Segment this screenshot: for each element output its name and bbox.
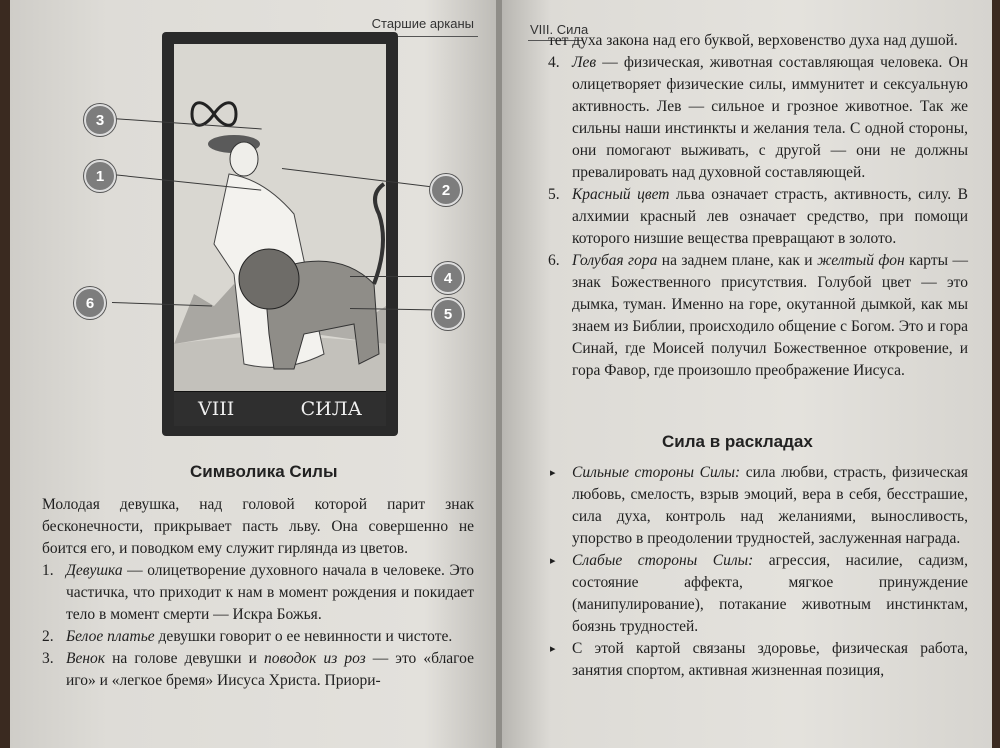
callout-1: 1 xyxy=(84,160,116,192)
list-item: ▸ Сильные стороны Силы: сила любви, страсть, физическая любовь, смелость, взрыв эмоций, вера в себя, бесстрашие, сила духа, контроль над желаниями, выносливость, упорство в преодолении трудностей, заслуженная награда. xyxy=(550,464,968,547)
callout-4-leader xyxy=(350,276,432,277)
left-page xyxy=(10,0,498,748)
bullet-icon: ▸ xyxy=(550,555,556,567)
symbol-list-left xyxy=(42,560,474,692)
list-item: 6. Голубая гора на заднем плане, как и желтый фон карты — знак Божественного присутствия. Голубой цвет — это дымка, туман. Именно на горе, окутанной дымкой, как мы знаем из Библии, происходило общение с Богом. Это и гора Синай, где Моисей получил Божественное откровение, и гора Фавор, где произошло преображение Иисуса. xyxy=(548,252,968,379)
card-numeral: VIII xyxy=(198,398,235,420)
section-title-symbolism: Символика Силы xyxy=(190,462,338,481)
list-item: 5. Красный цвет льва означает страсть, активность, силу. В алхимии красный лев означает средство, при помощи которого низшие вещества превращают в золото. xyxy=(548,186,968,247)
right-page xyxy=(502,0,992,748)
card-artwork xyxy=(174,44,386,392)
callout-2: 2 xyxy=(430,174,462,206)
callout-3: 3 xyxy=(84,104,116,136)
running-head: VIII. Сила xyxy=(530,22,589,37)
bullet-icon: ▸ xyxy=(550,467,556,479)
right-body xyxy=(548,30,968,382)
list-item: 2. Белое платье девушки говорит о ее невинности и чистоте. xyxy=(42,628,453,645)
list-item: 1. Девушка — олицетворение духовного начала в человеке. Это частичка, что приходит к нам в момент рождения и покидает тело в момент смерти — Искра Божья. xyxy=(42,562,474,623)
callout-4: 4 xyxy=(432,262,464,294)
list-item: ▸ Слабые стороны Силы: агрессия, насилие, садизм, состояние аффекта, мягкое принуждение (манипулирование), потакание животным инстинктам, боязнь трудностей. xyxy=(550,552,968,635)
bullet-icon: ▸ xyxy=(550,643,556,655)
section-title-spreads: Сила в раскладах xyxy=(662,432,813,451)
left-body xyxy=(42,494,474,692)
spreads-body xyxy=(548,462,968,682)
card-name: СИЛА xyxy=(300,398,362,420)
card-caption xyxy=(174,391,386,426)
continuation-paragraph: тет духа закона над его буквой, верховенство духа над душой. xyxy=(548,32,958,49)
list-item: ▸ С этой картой связаны здоровье, физическая работа, занятия спортом, активная жизненная позиция, xyxy=(550,640,968,679)
symbol-list-right xyxy=(548,52,968,382)
list-item: 3. Венок на голове девушки и поводок из роз — это «благое иго» и «легкое бремя» Иисуса Христа. Приори- xyxy=(42,650,474,689)
running-head: Старшие арканы xyxy=(371,16,474,31)
callout-5: 5 xyxy=(432,298,464,330)
tarot-card-illustration xyxy=(162,32,398,436)
spreads-list xyxy=(548,462,968,682)
callout-6: 6 xyxy=(74,287,106,319)
strength-card-drawing xyxy=(174,44,386,392)
intro-paragraph: Молодая девушка, над головой которой парит знак бесконечности, прикрывает пасть льву. Она совершенно не боится его, и поводком ему служит гирлянда из цветов. xyxy=(42,496,474,557)
list-item: 4. Лев — физическая, животная составляющая человека. Он олицетворяет физические силы, иммунитет и сексуальную активность. Лев — сильное и грозное животное. Так же сильны наши инстинкты и желания тела. С одной стороны, они помогают выживать, с другой — они не должны превалировать над духовной составляющей. xyxy=(548,54,968,181)
